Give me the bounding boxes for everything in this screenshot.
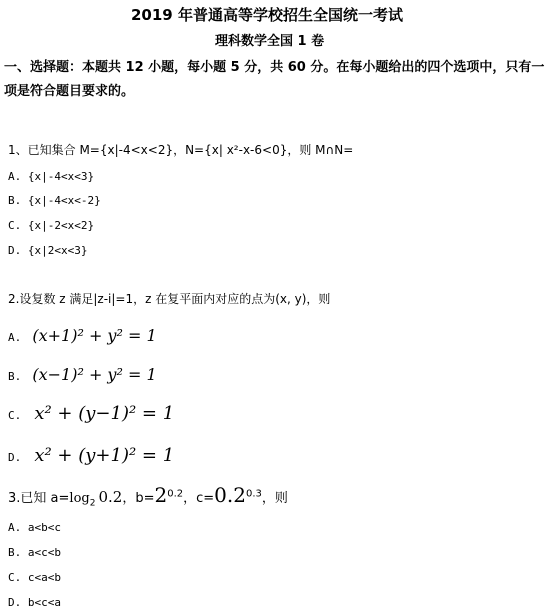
question-1-option-a: A. {x|-4<x<3} <box>8 170 95 183</box>
q3-c-label: ，c= <box>183 491 215 506</box>
q3-log-arg: 0.2 <box>98 488 123 506</box>
question-3-option-b: B. a<c<b <box>8 546 61 559</box>
section-instructions-line1: 一、选择题：本题共 12 小题，每小题 5 分，共 60 分。在每小题给出的四个选项中，只有一 <box>4 60 545 75</box>
exam-subtitle: 理科数学全国 1 卷 <box>215 34 325 49</box>
option-label: B. <box>8 370 22 383</box>
question-1-stem: 1、已知集合 M={x|-4<x<2}，N={x| x²-x-6<0}，则 M∩N= <box>8 143 354 157</box>
question-3-option-a: A. a<b<c <box>8 521 61 534</box>
q3-b-exp: 0.2 <box>167 488 184 500</box>
option-formula: (x−1)² + y² = 1 <box>32 365 157 384</box>
question-1-option-b: B. {x|-4<x<-2} <box>8 194 101 207</box>
option-formula: x² + (y−1)² = 1 <box>34 403 175 424</box>
q3-b-label: ，b= <box>122 491 155 506</box>
question-1-option-d: D. {x|2<x<3} <box>8 244 88 257</box>
question-1-option-c: C. {x|-2<x<2} <box>8 219 95 232</box>
section-instructions-line2: 项是符合题目要求的。 <box>4 84 135 99</box>
q3-lead: 3.已知 a= <box>8 491 70 506</box>
q3-log: log <box>69 491 90 506</box>
option-label: D. <box>8 451 22 464</box>
q3-tail: ，则 <box>261 491 288 506</box>
question-2-option-b <box>8 365 157 384</box>
option-label: A. <box>8 331 22 344</box>
question-3-stem <box>8 483 288 509</box>
q3-log-base: 2 <box>89 498 96 509</box>
question-2-stem: 2.设复数 z 满足|z-i|=1，z 在复平面内对应的点为(x, y)，则 <box>8 292 331 306</box>
question-2-option-a <box>8 326 157 345</box>
question-2-option-d <box>8 445 174 466</box>
question-3-option-c: C. c<a<b <box>8 571 61 584</box>
question-2-option-c <box>8 403 174 424</box>
option-formula: (x+1)² + y² = 1 <box>32 326 157 345</box>
question-3-option-d: D. b<c<a <box>8 596 61 609</box>
q3-b-base: 2 <box>154 483 168 507</box>
option-formula: x² + (y+1)² = 1 <box>34 445 175 466</box>
option-label: C. <box>8 409 22 422</box>
exam-title: 2019 年普通高等学校招生全国统一考试 <box>131 6 403 24</box>
q3-c-exp: 0.3 <box>245 488 262 500</box>
q3-c-base: 0.2 <box>214 483 246 507</box>
